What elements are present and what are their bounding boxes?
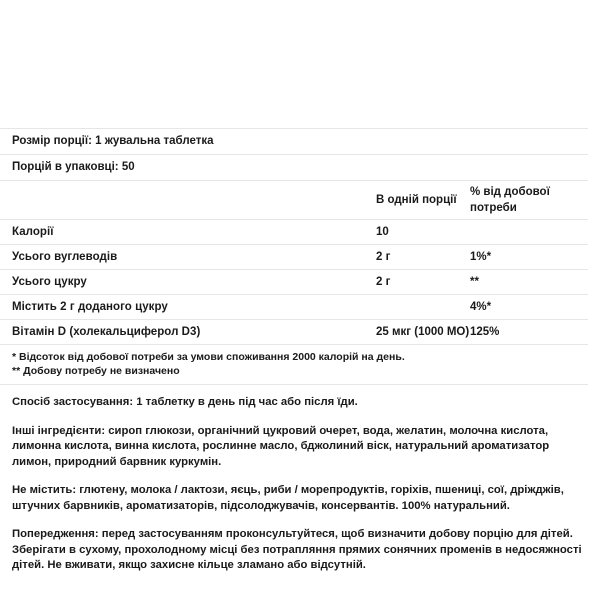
- header-amount-per-serving: В одній порції: [376, 194, 457, 206]
- table-row: [0, 270, 588, 294]
- serving-size-row: Розмір порції: 1 жувальна таблетка: [12, 135, 214, 147]
- nutrient-amount: 25 мкг (1000 МО): [376, 326, 470, 338]
- nutrient-amount: 2 г: [376, 276, 391, 288]
- nutrient-name: Вітамін D (холекальциферол D3): [12, 326, 201, 338]
- table-row: [0, 320, 588, 344]
- header-percent-daily-value: % від добової потреби: [470, 186, 550, 214]
- nutrient-amount: 2 г: [376, 251, 391, 263]
- nutrient-name: Усього вуглеводів: [12, 251, 118, 263]
- table-header-row: [0, 181, 588, 219]
- nutrient-daily-value: 125%: [470, 326, 500, 338]
- footnote-not-established: ** Добову потребу не визначено: [12, 365, 180, 377]
- directions-text: Спосіб застосування: 1 таблетку в день під час або після їди.: [12, 396, 358, 408]
- table-row: [0, 220, 588, 244]
- other-ingredients-text: Інші інгредієнти: сироп глюкози, органічний цукровий очерет, вода, желатин, молочна кислота, лимонна кислота, винна кислота, рослинне масло, бджолиний віск, натуральний ароматизатор лимон, природний барвник куркумін.: [12, 424, 550, 468]
- nutrient-daily-value: **: [470, 276, 479, 288]
- nutrient-name: Калорії: [12, 226, 54, 238]
- servings-per-container-row: Порцій в упаковці: 50: [12, 161, 135, 173]
- top-whitespace: [0, 0, 600, 128]
- notes-section: [0, 385, 600, 574]
- nutrient-daily-value: 1%*: [470, 251, 492, 263]
- nutrient-name: Містить 2 г доданого цукру: [12, 301, 168, 313]
- footnotes: [0, 345, 588, 384]
- warning-text: Попередження: перед застосуванням проконсультуйтеся, щоб визначити добову порцію для дітей. Зберігати в сухому, прохолодному місці без потрапляння прямих сонячних променів в недосяжності дітей. Не вживати, якщо захисне кільце зламано або відсутній.: [12, 528, 582, 571]
- nutrient-amount: 10: [376, 226, 389, 238]
- table-row: [0, 245, 588, 269]
- supplement-facts-panel: [0, 128, 588, 385]
- free-from-text: Не містить: глютену, молока / лактози, яєць, риби / морепродуктів, горіхів, пшениці, сої, дріжджів, штучних барвників, ароматизаторів, підсолоджувачів, консервантів. 100% натуральний.: [12, 484, 564, 512]
- nutrient-name: Усього цукру: [12, 276, 87, 288]
- nutrient-daily-value: 4%*: [470, 301, 492, 313]
- footnote-daily-value: * Відсоток від добової потреби за умови споживання 2000 калорій на день.: [12, 351, 405, 363]
- table-row: [0, 295, 588, 319]
